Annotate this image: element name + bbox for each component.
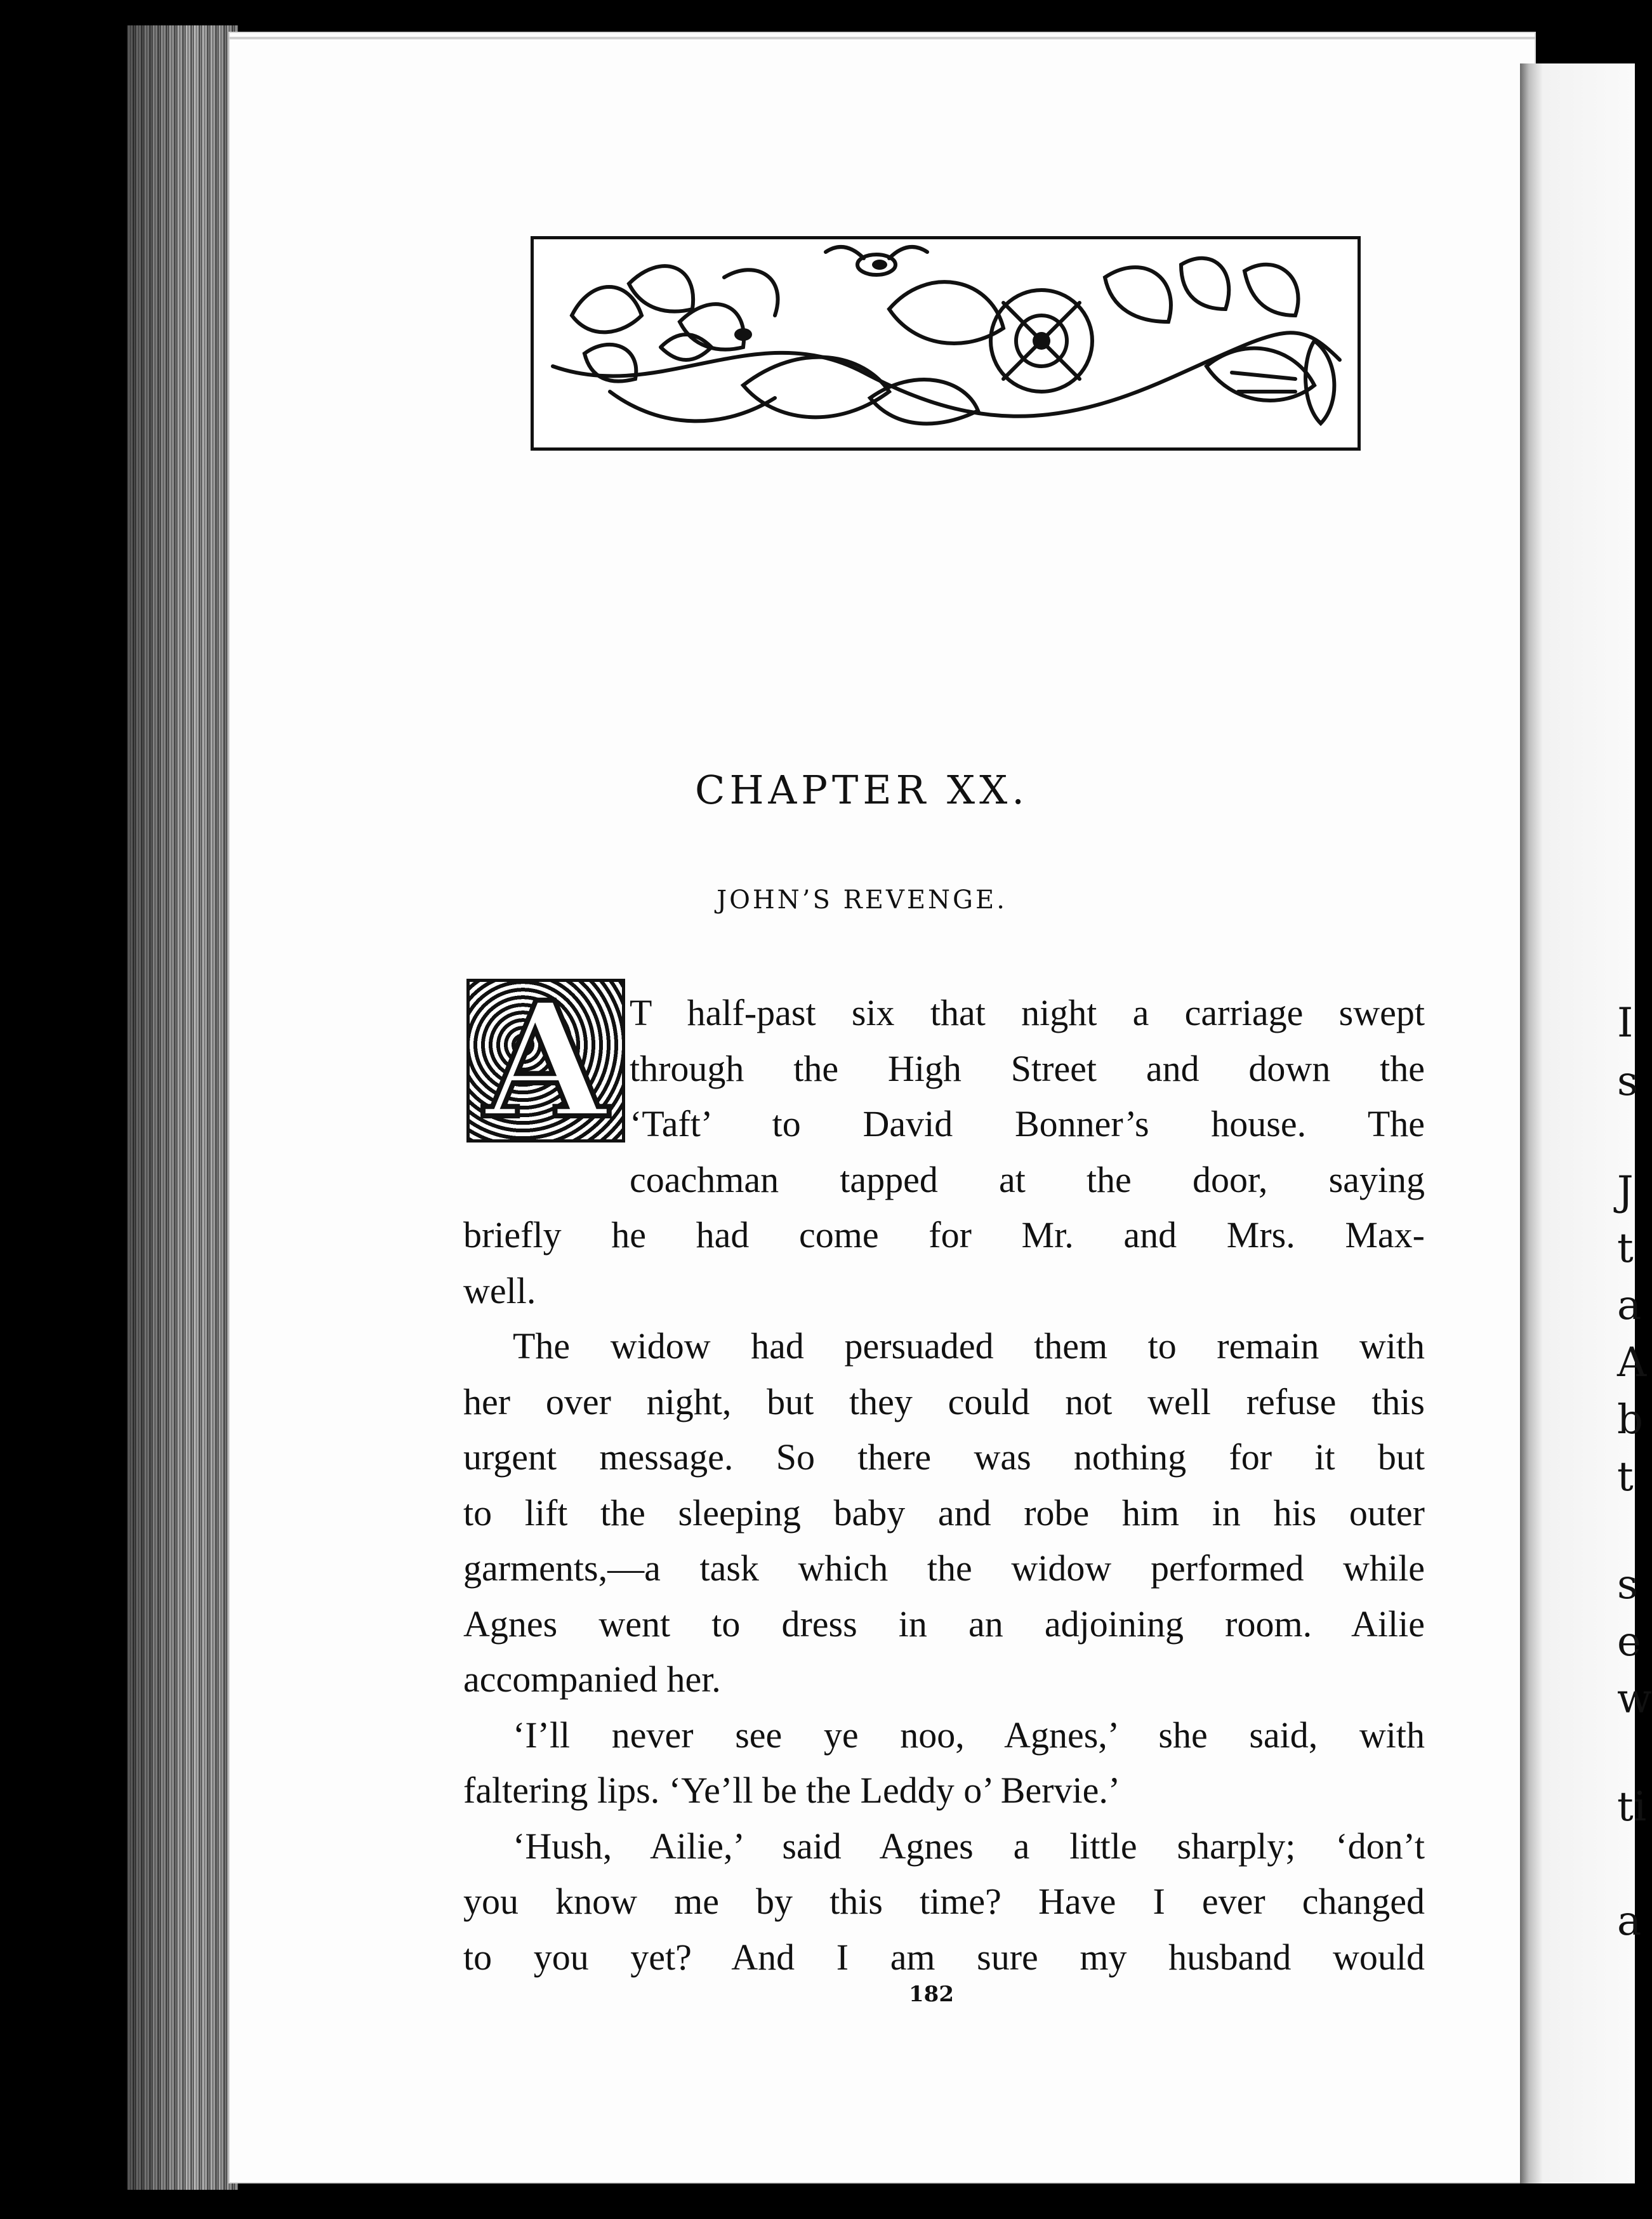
chapter-subtitle: JOHN’S REVENGE. (717, 885, 1007, 915)
chapter-title: CHAPTER XX. (695, 767, 1029, 813)
facing-fragment: ti (1617, 1784, 1647, 1831)
facing-fragment: a (1617, 1898, 1642, 1945)
facing-fragment: t (1617, 1454, 1634, 1500)
facing-fragment: I (1617, 1000, 1634, 1047)
text-line: you know me by this time? Have I ever changed (463, 1881, 1425, 1922)
facing-fragment: s (1617, 1058, 1638, 1105)
facing-fragment: s (1617, 1561, 1638, 1608)
text-line: The widow had persuaded them to remain with (513, 1325, 1425, 1367)
text-line: well. (463, 1269, 536, 1311)
page-edge-shadow (127, 25, 238, 2190)
text-line: garments,—a task which the widow performed while (463, 1547, 1425, 1589)
facing-fragment: e (1617, 1619, 1641, 1666)
text-line: urgent message. So there was nothing for it but (463, 1436, 1425, 1478)
text-line: her over night, but they could not well refuse this (463, 1381, 1425, 1422)
text-line: through the High Street and down the (630, 1047, 1425, 1089)
page-top-fold (228, 37, 1536, 39)
facing-fragment: w (1617, 1676, 1652, 1723)
text-line: briefly he had come for Mr. and Mrs. Max- (463, 1214, 1425, 1255)
facing-fragment: J (1617, 1168, 1634, 1215)
facing-fragment: A (1617, 1339, 1647, 1386)
page-number: 182 (909, 1982, 954, 2007)
facing-fragment: a (1617, 1282, 1642, 1329)
drop-cap-letter: A (484, 967, 607, 1153)
text-line: to you yet? And I am sure my husband would (463, 1936, 1425, 1978)
text-line: ‘Hush, Ailie,’ said Agnes a little sharply; ‘don’t (513, 1825, 1425, 1867)
facing-fragment: t (1617, 1225, 1634, 1272)
text-line: coachman tapped at the door, saying (630, 1158, 1425, 1200)
text-line: faltering lips. ‘Ye’ll be the Leddy o’ Bervie.’ (463, 1770, 1121, 1811)
text-line: Agnes went to dress in an adjoining room. Ailie (463, 1603, 1425, 1645)
facing-page (1520, 63, 1635, 2183)
text-line: to lift the sleeping baby and robe him in his outer (463, 1492, 1425, 1533)
floral-header-ornament (531, 236, 1361, 451)
text-line: accompanied her. (463, 1659, 721, 1700)
body-text (463, 985, 1425, 1985)
floral-ornament-illustration (534, 239, 1358, 447)
text-line: T half-past six that night a carriage swept (630, 992, 1425, 1033)
facing-fragment: b (1617, 1396, 1643, 1443)
text-line: ‘I’ll never see ye noo, Agnes,’ she said, with (513, 1714, 1425, 1756)
text-line: ‘Taft’ to David Bonner’s house. The (630, 1103, 1425, 1144)
